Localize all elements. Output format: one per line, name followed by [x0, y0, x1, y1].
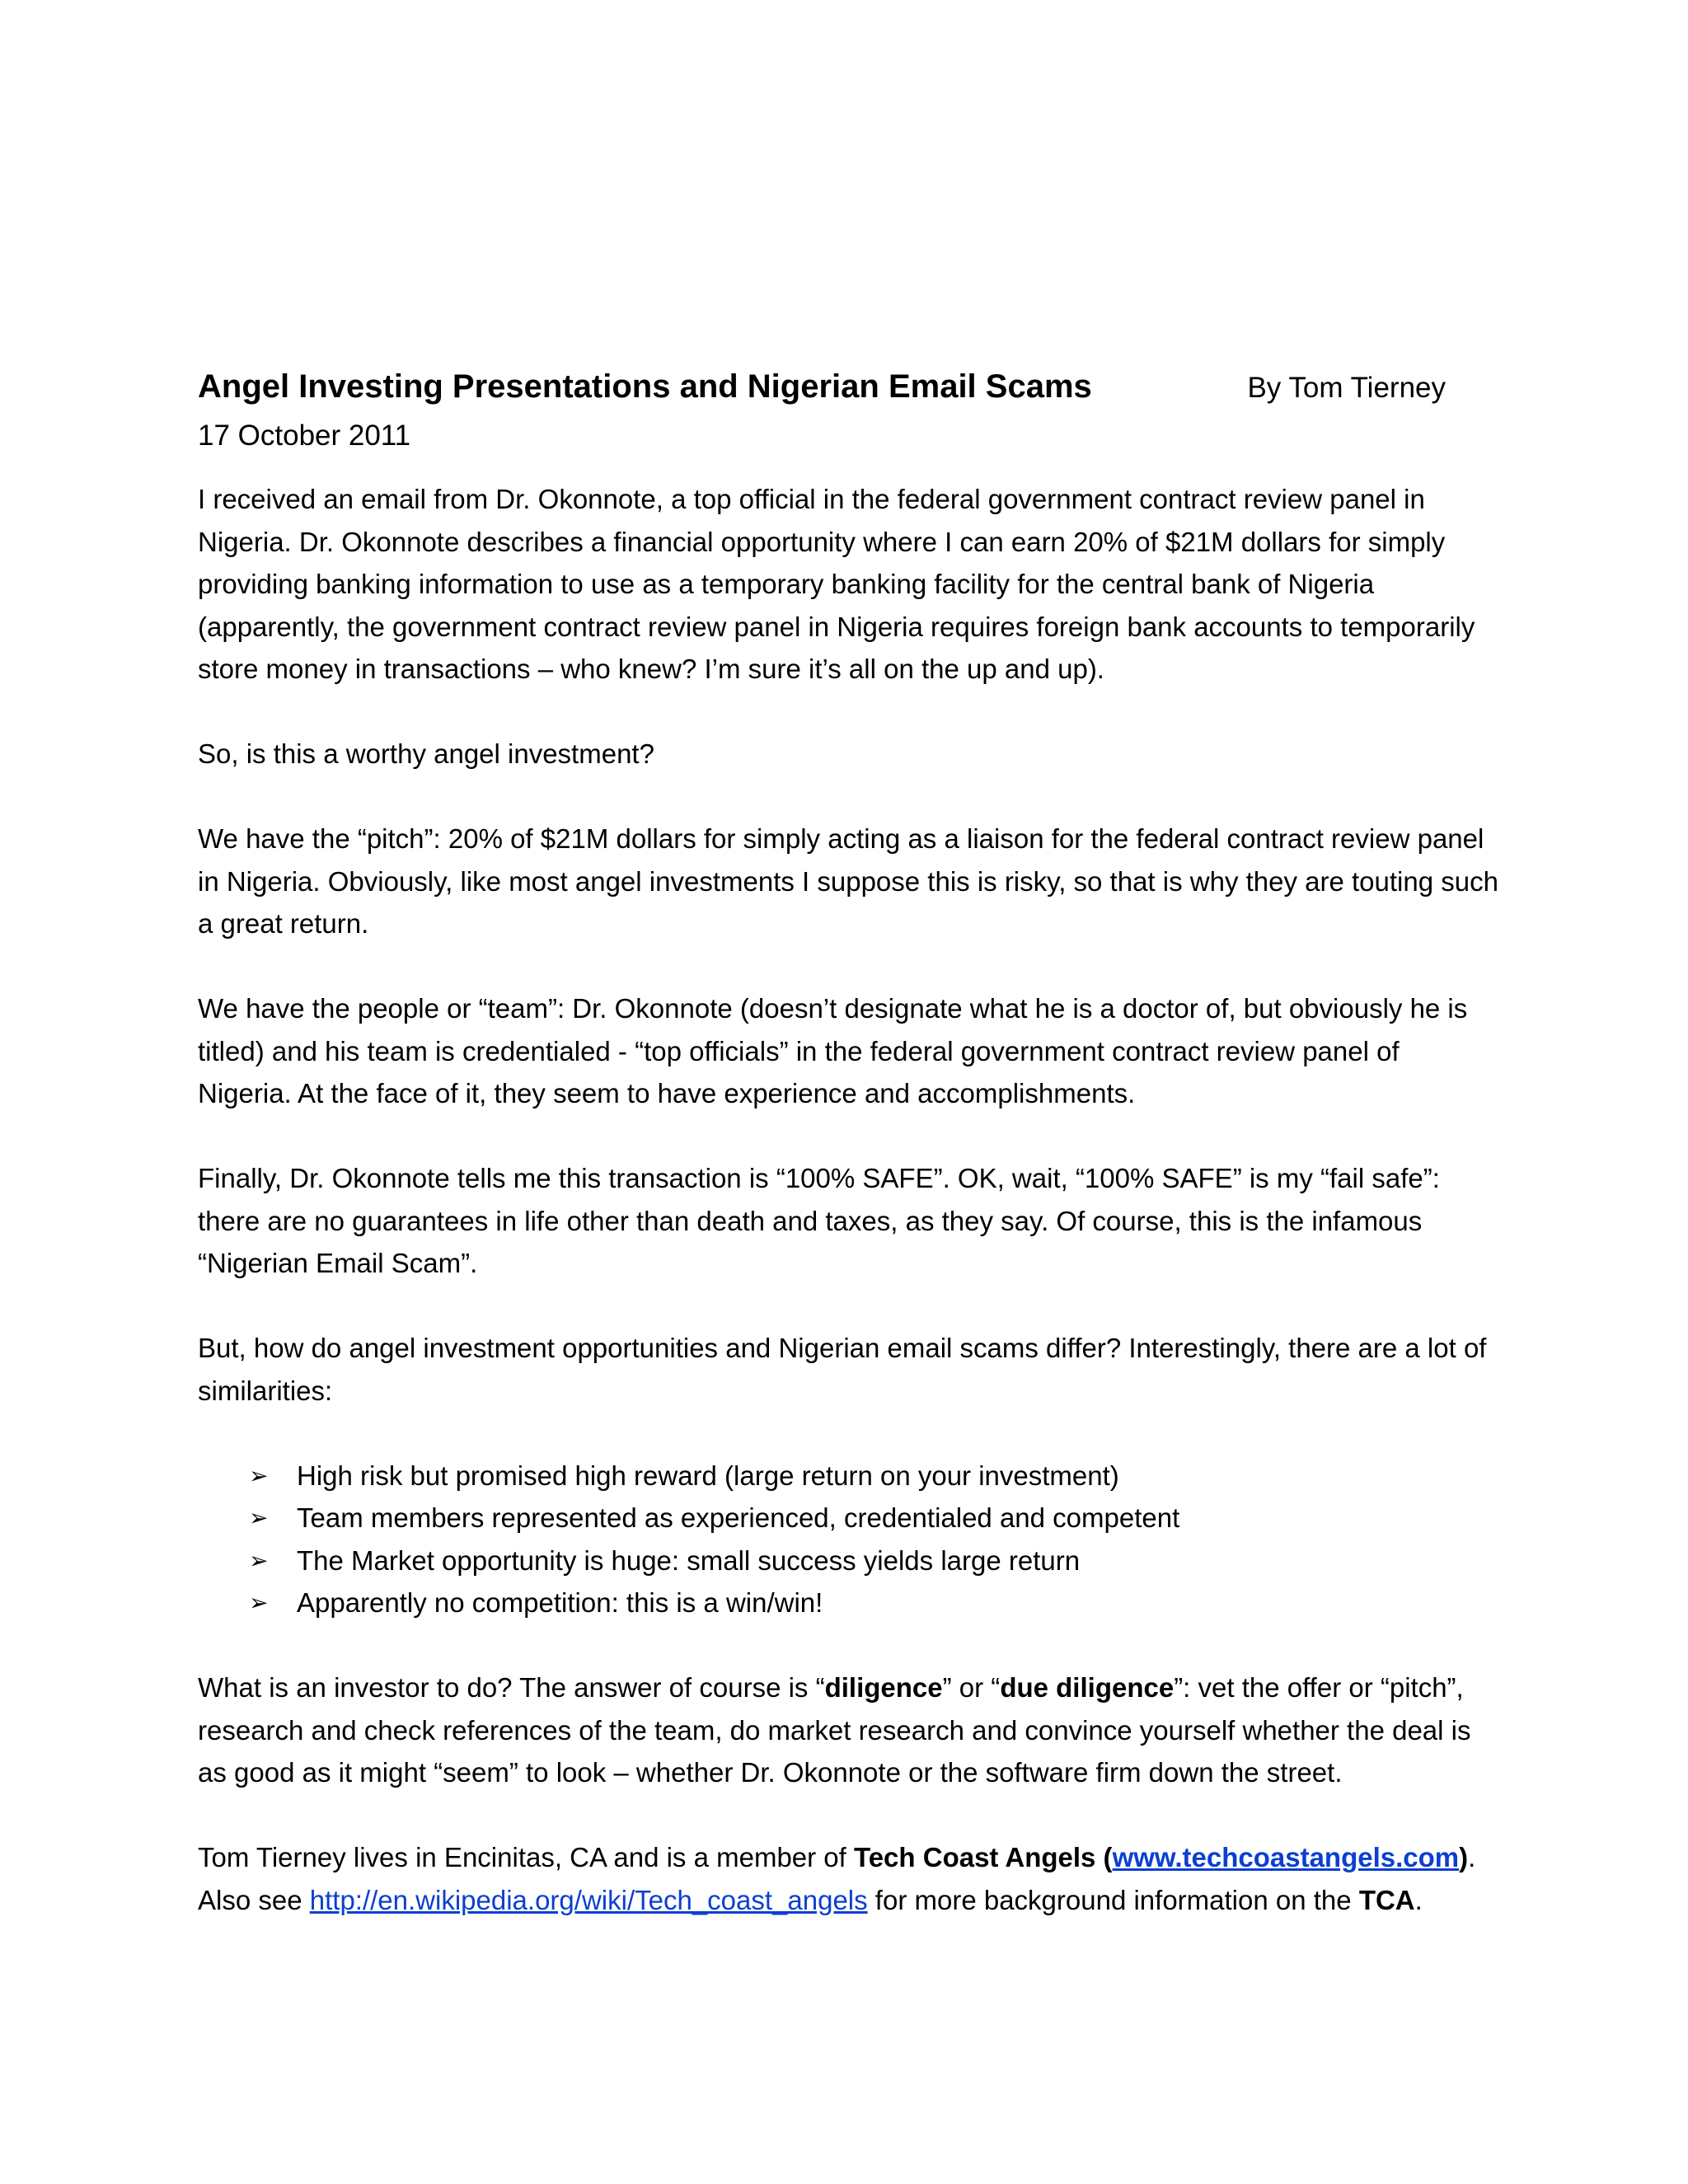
bio-text-post: for more background information on the — [867, 1884, 1359, 1915]
paragraph-similarities: But, how do angel investment opportunities and Nigerian email scams differ? Interestingly, there are a lot of similarities: — [198, 1333, 1487, 1406]
list-item — [249, 1540, 1500, 1582]
title-row — [198, 361, 1446, 412]
paragraph-question: So, is this a worthy angel investment? — [198, 738, 654, 769]
bio-text-pre: Tom Tierney lives in Encinitas, CA and is a member of — [198, 1842, 854, 1872]
paragraph-author-bio — [198, 1836, 1500, 1921]
diligence-text-pre: What is an investor to do? The answer of course is “ — [198, 1672, 825, 1703]
paragraph-diligence — [198, 1666, 1500, 1794]
list-item-text: High risk but promised high reward (large return on your investment) — [297, 1460, 1119, 1491]
list-item-text: The Market opportunity is huge: small success yields large return — [297, 1544, 1081, 1576]
diligence-text-post: ”: vet the offer or “pitch”, research and check references of the team, do market research and convince yourself whether the deal is as good as it might “seem” to look – whether Dr. Okonnote or the software firm down the street. — [198, 1672, 1471, 1788]
diligence-term: diligence — [824, 1672, 943, 1703]
document-date: 17 October 2011 — [198, 419, 411, 452]
tca-website-link[interactable]: www.techcoastangels.com — [1112, 1842, 1460, 1872]
bio-period: . — [1468, 1842, 1476, 1872]
paragraph-team: We have the people or “team”: Dr. Okonnote (doesn’t designate what he is a doctor of, but obviously he is titled) and his team is credentialed - “top officials” in the federal government contract review panel of Nigeria. At the face of it, they seem to have experience and accomplishments. — [198, 993, 1468, 1108]
bio-also-see: Also see — [198, 1884, 310, 1915]
similarities-list — [198, 1455, 1500, 1624]
list-item — [249, 1582, 1500, 1624]
author-byline: By Tom Tierney — [1247, 372, 1446, 404]
arrow-bullet-icon: ➢ — [249, 1547, 269, 1573]
organization-name — [854, 1842, 1468, 1872]
list-item-text: Team members represented as experienced, credentialed and competent — [297, 1502, 1180, 1533]
list-item-text: Apparently no competition: this is a win/win! — [297, 1587, 823, 1618]
list-item — [249, 1497, 1500, 1540]
bio-end: . — [1414, 1884, 1423, 1915]
paragraph-pitch: We have the “pitch”: 20% of $21M dollars for simply acting as a liaison for the federal contract review panel in Nigeria. Obviously, like most angel investments I suppose this is risky, so that is why they are touting such a great return. — [198, 823, 1498, 939]
wikipedia-link[interactable]: http://en.wikipedia.org/wiki/Tech_coast_angels — [309, 1884, 868, 1915]
list-item — [249, 1455, 1500, 1497]
due-diligence-term: due diligence — [1000, 1672, 1175, 1703]
arrow-bullet-icon: ➢ — [249, 1505, 269, 1530]
diligence-text-mid: ” or “ — [942, 1672, 1001, 1703]
paragraph-safe: Finally, Dr. Okonnote tells me this transaction is “100% SAFE”. OK, wait, “100% SAFE” is my “fail safe”: there are no guarantees in life other than death and taxes, as they say. Of course, this is the infamous “Nigerian Email Scam”. — [198, 1163, 1440, 1278]
arrow-bullet-icon: ➢ — [249, 1462, 269, 1488]
document-body — [198, 361, 1500, 1964]
organization-close: ) — [1459, 1842, 1469, 1872]
paragraph-intro: I received an email from Dr. Okonnote, a top official in the federal government contract review panel in Nigeria. Dr. Okonnote describes a financial opportunity where I can earn 20% of $21M dollars for simply providing banking information to use as a temporary banking facility for the central bank of Nigeria (apparently, the government contract review panel in Nigeria requires foreign bank accounts to temporarily store money in transactions – who knew? I’m sure it’s all on the up and up). — [198, 484, 1475, 684]
organization-label: Tech Coast Angels ( — [854, 1842, 1113, 1872]
document-title: Angel Investing Presentations and Nigerian Email Scams — [198, 368, 1092, 405]
tca-abbreviation: TCA — [1358, 1884, 1415, 1915]
arrow-bullet-icon: ➢ — [249, 1590, 269, 1615]
